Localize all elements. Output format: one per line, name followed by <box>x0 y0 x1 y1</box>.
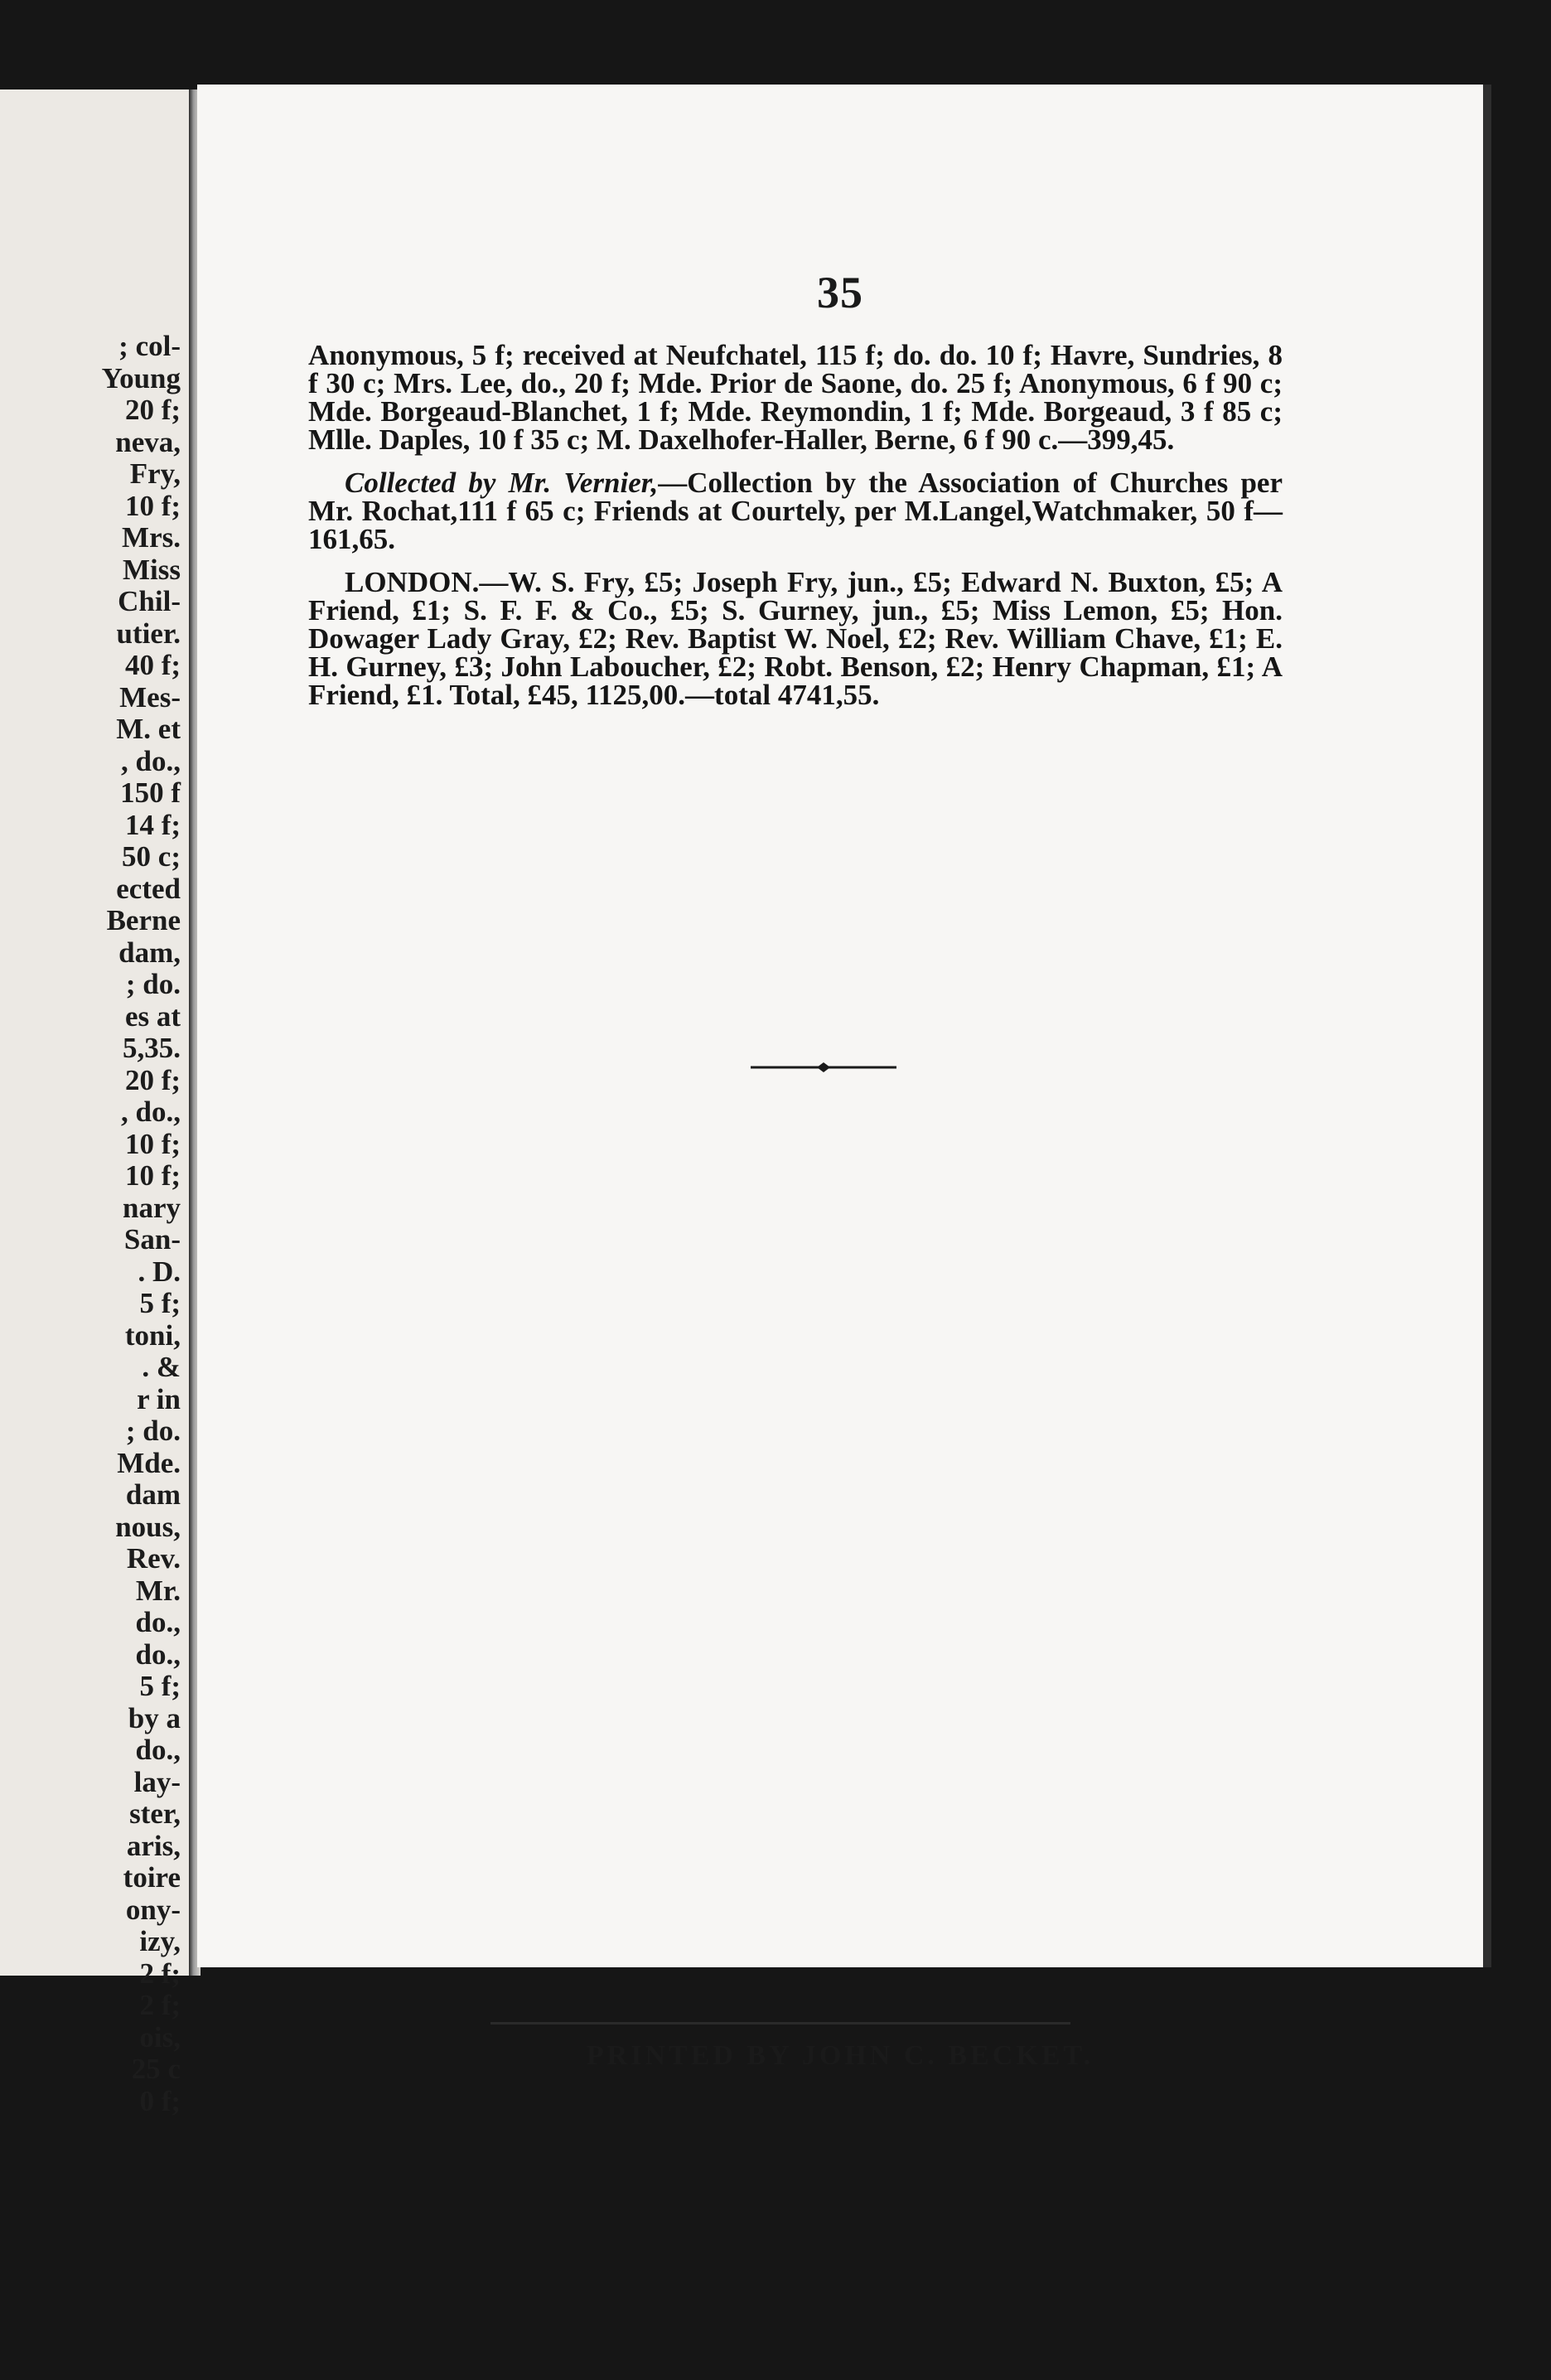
previous-page-line: 50 c; <box>122 840 181 873</box>
previous-page-line: r in <box>137 1382 181 1415</box>
previous-page-line: lay- <box>133 1765 181 1798</box>
previous-page-fragment <box>0 89 196 2117</box>
paragraph-lead: Collected by Mr. Vernier, <box>345 467 659 499</box>
body-text <box>308 341 1283 724</box>
previous-page-line: M. et <box>116 713 181 745</box>
previous-page-line: by a <box>128 1701 181 1734</box>
previous-page-line: , do., <box>121 744 181 777</box>
previous-page-line: toire <box>123 1861 181 1894</box>
previous-page-line: dam, <box>118 936 181 969</box>
previous-page-line: ony- <box>125 1893 181 1926</box>
previous-page-line: 10 f; <box>124 489 181 522</box>
previous-page-line: 20 f; <box>124 394 181 426</box>
previous-page-line: izy, <box>139 1925 181 1957</box>
previous-page-line: toni, <box>124 1318 181 1352</box>
previous-page-line: 5 f; <box>139 1287 181 1319</box>
section-ornament <box>751 1059 896 1076</box>
paragraph-body: —Collection by the Association of Churches per Mr. Rochat,111 f 65 c; Friends at Courtely, per M.Langel,Watchmaker, 50 f—161,65. <box>308 467 1283 555</box>
previous-page-line: neva, <box>115 425 181 458</box>
footer-rule <box>490 2022 1070 2024</box>
previous-page-line: , do., <box>121 1096 181 1128</box>
previous-page-line: 2 f; <box>139 1957 181 1990</box>
previous-page-line: 40 f; <box>124 649 181 681</box>
previous-page-line: Mes- <box>119 680 181 714</box>
page <box>197 85 1491 2071</box>
previous-page-line: ster, <box>129 1797 181 1830</box>
previous-page-line: 150 f <box>120 776 181 809</box>
previous-page-line: aris, <box>126 1829 181 1862</box>
previous-page-line: . D. <box>138 1255 181 1288</box>
previous-page-line: 2 f; <box>139 1989 181 2021</box>
previous-page-line: Young <box>101 361 181 394</box>
previous-page-line: 14 f; <box>124 808 181 841</box>
previous-page-line: ois, <box>139 2020 181 2053</box>
paragraph-vernier <box>308 469 1283 554</box>
previous-page-line: nous, <box>115 1510 181 1543</box>
previous-page-line: Berne <box>106 904 181 936</box>
page-number: 35 <box>817 268 863 317</box>
previous-page-line: 5,35. <box>123 1032 181 1064</box>
printer-imprint: PRINTED BY JOHN C. BECKET. <box>586 2040 1094 2071</box>
previous-page-line: ; do. <box>125 1415 181 1447</box>
previous-page-line: ; do. <box>125 968 181 1000</box>
previous-page-line: Mrs. <box>122 521 181 554</box>
previous-page-line: Mde. <box>117 1446 181 1479</box>
previous-page-line: 0 f; <box>139 2084 181 2117</box>
previous-page-line: do., <box>135 1734 181 1766</box>
previous-page-line: es at <box>124 999 181 1033</box>
previous-page-line: do., <box>135 1637 181 1671</box>
previous-page-line: 25 c <box>131 2053 181 2085</box>
previous-page-line: dam <box>125 1478 181 1511</box>
previous-page-line: San- <box>123 1223 181 1255</box>
previous-page-line: nary <box>123 1191 181 1224</box>
previous-page-line: 10 f; <box>124 1127 181 1160</box>
previous-page-line: ; col- <box>118 330 181 362</box>
previous-page-line: Fry, <box>129 457 181 490</box>
paragraph-neufchatel: Anonymous, 5 f; received at Neufchatel, 115 f; do. do. 10 f; Havre, Sundries, 8 f 30 c; Mrs. Lee, do., 20 f; Mde. Prior de Saone, do. 25 f; Anonymous, 6 f 90 c; Mde. Borgeaud-Blanchet, 1 f; Mde. Reymondin, 1 f; Mde. Borgeaud, 3 f 85 c; Mlle. Daples, 10 f 35 c; M. Daxelhofer-Haller, Berne, 6 f 90 c.—399,45. <box>308 339 1283 456</box>
paragraph-london: LONDON.—W. S. Fry, £5; Joseph Fry, jun., £5; Edward N. Buxton, £5; A Friend, £1; S. F. F. & Co., £5; S. Gurney, jun., £5; Miss Lemon, £5; Hon. Dowager Lady Gray, £2; Rev. Baptist W. Noel, £2; Rev. William Chave, £1; E. H. Gurney, £3; John Laboucher, £2; Robt. Benson, £2; Henry Chapman, £1; A Friend, £1. Total, £45, 1125,00.—total 4741,55. <box>308 566 1283 711</box>
previous-page-line: 20 f; <box>124 1063 181 1096</box>
previous-page-line: 5 f; <box>139 1670 181 1702</box>
previous-page-line: Rev. <box>126 1542 181 1575</box>
previous-page-line: utier. <box>116 617 181 650</box>
previous-page-line: ected <box>116 872 181 905</box>
previous-page-line: Miss <box>123 553 181 586</box>
previous-page-line: 10 f; <box>124 1159 181 1192</box>
previous-page-line: do., <box>135 1606 181 1638</box>
previous-page-line: . & <box>142 1351 181 1383</box>
previous-page-line: Mr. <box>135 1574 181 1607</box>
previous-page-line: Chil- <box>118 585 181 617</box>
